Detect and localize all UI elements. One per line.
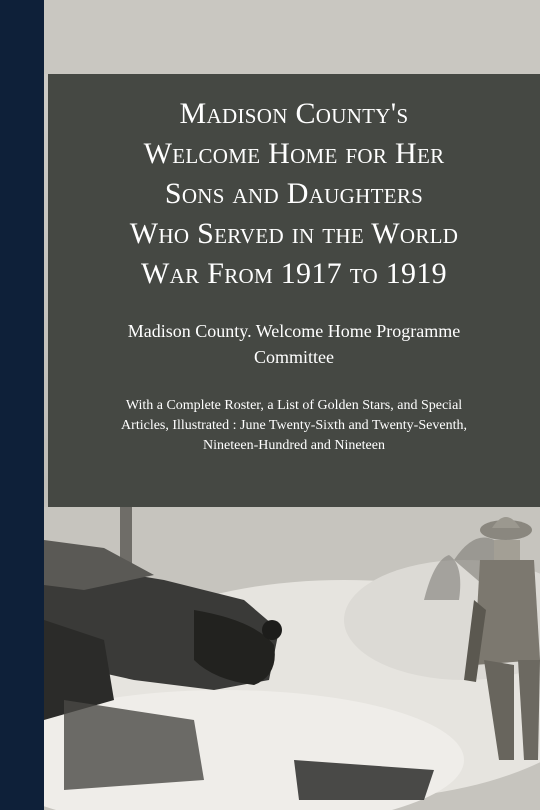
book-author	[48, 318, 540, 370]
book-subtitle-line: With a Complete Roster, a List of Golden Stars, and Special	[125, 398, 463, 413]
book-title-line: Sons and Daughters	[164, 177, 424, 210]
book-subtitle-line: Nineteen-Hundred and Nineteen	[203, 438, 385, 453]
book-subtitle-line: Articles, Illustrated : June Twenty-Sixth and Twenty-Seventh,	[121, 418, 467, 433]
book-subtitle	[60, 396, 528, 456]
book-title-line: Who Served in the World	[129, 217, 459, 250]
book-title	[48, 94, 540, 294]
book-title-line: Madison County's	[179, 97, 409, 130]
book-author-line: Committee	[254, 347, 334, 367]
book-author-line: Madison County. Welcome Home Programme	[127, 321, 461, 341]
book-title-line: Welcome Home for Her	[143, 137, 445, 170]
book-title-line: War From 1917 to 1919	[141, 257, 447, 290]
cover-spine-band	[0, 0, 44, 810]
title-panel	[48, 74, 540, 507]
